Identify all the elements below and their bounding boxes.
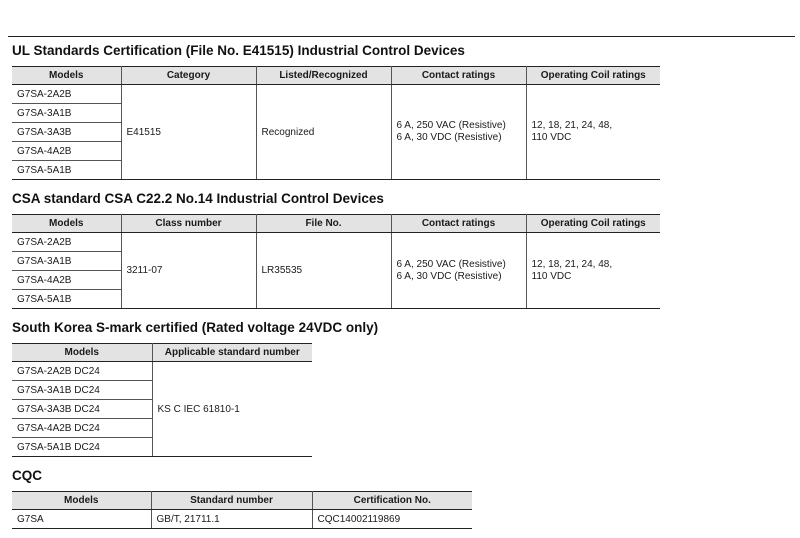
model-cell: G7SA-2A2B DC24 (12, 362, 152, 381)
column-header-certification-no: Certification No. (312, 492, 472, 510)
certification-no-cell: CQC14002119869 (312, 510, 472, 529)
contact-ratings-cell (391, 85, 526, 180)
model-cell: G7SA-3A3B (12, 123, 121, 142)
table-row (12, 510, 472, 529)
column-header-applicable-standard: Applicable standard number (152, 344, 312, 362)
model-cell: G7SA-4A2B (12, 142, 121, 161)
contact-rating-dc: 6 A, 30 VDC (Resistive) (396, 132, 502, 143)
model-cell: G7SA-5A1B (12, 290, 121, 309)
model-cell: G7SA-3A3B DC24 (12, 400, 152, 419)
cqc-section-title: CQC (12, 468, 42, 483)
contact-ratings-cell (391, 233, 526, 309)
model-cell: G7SA-3A1B DC24 (12, 381, 152, 400)
coil-rating-line1: 12, 18, 21, 24, 48, (531, 258, 613, 270)
table-header-row (12, 492, 472, 510)
csa-certification-table (12, 214, 660, 309)
applicable-standard-cell: KS C IEC 61810-1 (152, 362, 312, 457)
class-number-cell: 3211-07 (121, 233, 256, 309)
column-header-listed-recognized: Listed/Recognized (256, 67, 391, 85)
ul-certification-table (12, 66, 660, 180)
table-row (12, 85, 660, 104)
korea-certification-table (12, 343, 312, 457)
coil-rating-line2: 110 VDC (531, 132, 572, 143)
coil-rating-line1: 12, 18, 21, 24, 48, (531, 120, 613, 131)
csa-section-title: CSA standard CSA C22.2 No.14 Industrial Control Devices (12, 191, 384, 206)
ul-section-title: UL Standards Certification (File No. E41515) Industrial Control Devices (12, 43, 465, 58)
contact-rating-dc: 6 A, 30 VDC (Resistive) (396, 270, 502, 282)
column-header-models: Models (12, 492, 151, 510)
cqc-certification-table (12, 491, 472, 529)
file-no-cell: LR35535 (256, 233, 391, 309)
korea-section-title: South Korea S-mark certified (Rated voltage 24VDC only) (12, 320, 379, 335)
coil-ratings-cell (526, 85, 660, 180)
table-row (12, 233, 660, 252)
category-cell: E41515 (121, 85, 256, 180)
model-cell: G7SA-4A2B DC24 (12, 419, 152, 438)
model-cell: G7SA (12, 510, 151, 529)
table-header-row (12, 215, 660, 233)
column-header-models: Models (12, 215, 121, 233)
contact-rating-ac: 6 A, 250 VAC (Resistive) (396, 120, 506, 131)
model-cell: G7SA-5A1B DC24 (12, 438, 152, 457)
coil-rating-line2: 110 VDC (531, 270, 572, 282)
table-row (12, 362, 312, 381)
table-header-row (12, 344, 312, 362)
top-divider (8, 36, 795, 37)
model-cell: G7SA-4A2B (12, 271, 121, 290)
model-cell: G7SA-5A1B (12, 161, 121, 180)
column-header-models: Models (12, 344, 152, 362)
column-header-coil-ratings: Operating Coil ratings (526, 215, 660, 233)
model-cell: G7SA-2A2B (12, 233, 121, 252)
model-cell: G7SA-2A2B (12, 85, 121, 104)
column-header-contact-ratings: Contact ratings (391, 215, 526, 233)
model-cell: G7SA-3A1B (12, 104, 121, 123)
coil-ratings-cell (526, 233, 660, 309)
standard-number-cell: GB/T, 21711.1 (151, 510, 312, 529)
column-header-models: Models (12, 67, 121, 85)
column-header-file-no: File No. (256, 215, 391, 233)
model-cell: G7SA-3A1B (12, 252, 121, 271)
column-header-coil-ratings: Operating Coil ratings (526, 67, 660, 85)
listed-recognized-cell: Recognized (256, 85, 391, 180)
column-header-contact-ratings: Contact ratings (391, 67, 526, 85)
column-header-category: Category (121, 67, 256, 85)
column-header-class-number: Class number (121, 215, 256, 233)
contact-rating-ac: 6 A, 250 VAC (Resistive) (396, 258, 506, 270)
table-header-row (12, 67, 660, 85)
column-header-standard-number: Standard number (151, 492, 312, 510)
